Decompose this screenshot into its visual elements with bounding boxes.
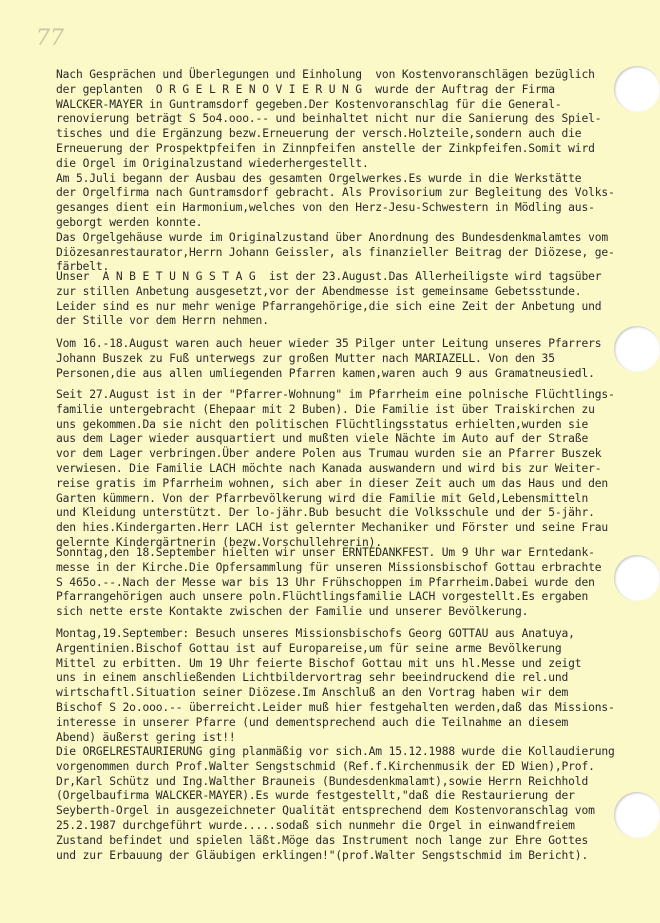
page-number-note: 77 [36, 26, 64, 51]
paragraph-fluechtlingsfamilie: Seit 27.August ist in der "Pfarrer-Wohnung" im Pfarrheim eine polnische Flüchtlings- familie untergebracht (Ehepaar mit 2 Buben). Die Familie ist über Traiskirchen zu uns gekommen.Da sie nicht den politischen Flüchtlingsstatus erhielten,wurden sie aus dem Lager wieder ausquartiert und mußten viele Nächte im Auto auf der Straße vor dem Lager verbringen.Über andere Polen aus Trumau wurden sie an Pfarrer Buszek verwiesen. Die Familie LACH möchte nach Kanada auswandern und wird bis zur Weiter- reise gratis im Pfarrheim wohnen, sich aber in dieser Zeit auch um das Haus und den Garten kümmern. Von der Pfarrbevölkerung wird die Familie mit Geld,Lebensmitteln und Kleidung unterstützt. Der lo-jähr.Bub besucht die Volksschule und der 5-jähr. den hies.Kindergarten.Herr LACH ist gelernter Mechaniker und Förster und seine Frau gelernte Kindergärtnerin (bezw.Vorschullehrerin). [56, 388, 615, 549]
punch-hole-3 [614, 555, 660, 601]
paragraph-wallfahrt-mariazell: Vom 16.-18.August waren auch heuer wieder 35 Pilger unter Leitung unseres Pfarrers Johann Buszek zu Fuß unterwegs zur großen Mutter nach MARIAZELL. Von den 35 Personen,die aus allen umliegenden Pfarren kamen,waren auch 9 aus Gramatneusiedl. [56, 337, 602, 380]
paragraph-erntedankfest: Sonntag,den 18.September hielten wir unser ERNTEDANKFEST. Um 9 Uhr war Erntedank- messe in der Kirche.Die Opfersammlung für unseren Missionsbischof Gottau erbrachte S 465o.--.Nach der Messe war bis 13 Uhr Frühschoppen im Pfarrheim.Dabei wurde den Pfarrangehörigen auch unsere poln.Flüchtlingsfamilie LACH vorgestellt.Es ergaben sich nette erste Kontakte zwischen der Familie und unserer Bevölkerung. [56, 546, 602, 619]
paragraph-anbetungstag: Unser A N B E T U N G S T A G ist der 23.August.Das Allerheiligste wird tagsüber zur stillen Anbetung ausgesetzt,vor der Abendmesse ist gemeinsame Gebetsstunde. Leider sind es nur mehr wenige Pfarrangehörige,die sich eine Zeit der Anbetung und der Stille vor dem Herrn nehmen. [56, 270, 602, 328]
paragraph-orgelrestaurierung: Die ORGELRESTAURIERUNG ging planmäßig vor sich.Am 15.12.1988 wurde die Kollaudierung vorgenommen durch Prof.Walter Sengstschmid (Ref.f.Kirchenmusik der ED Wien),Prof. Dr,Karl Schütz und Ing.Walther Brauneis (Bundesdenkmalamt),sowie Herrn Reichhold (Orgelbaufirma WALCKER-MAYER).Es wurde festgestellt,"daß die Restaurierung der Seyberth-Orgel in ausgezeichneter Qualität entsprechend dem Kostenvoranschlag vom 25.2.1987 durchgeführt wurde.....sodaß sich nunmehr die Orgel in einwandfreiem Zustand befindet und spielen läßt.Möge das Instrument noch lange zur Ehre Gottes und zur Erbauung der Gläubigen erklingen!"(prof.Walter Sengstschmid im Bericht). [56, 745, 615, 862]
punch-hole-2 [614, 326, 660, 372]
punch-hole-4 [614, 792, 660, 838]
punch-hole-1 [614, 66, 660, 112]
paragraph-missionsbischof: Montag,19.September: Besuch unseres Missionsbischofs Georg GOTTAU aus Anatuya, Argentinien.Bischof Gottau ist auf Europareise,um für seine arme Bevölkerung Mittel zu erbitten. Um 19 Uhr feierte Bischof Gottau mit uns hl.Messe und zeigt uns in einem anschließenden Lichtbildervortrag sehr beeindruckend die rel.und wirtschaftl.Situation seiner Diözese.Im Anschluß an den Vortrag haben wir dem Bischof S 2o.ooo.-- überreicht.Leider muß hier festgehalten werden,daß das Missions- interesse in unserer Pfarre (und dementsprechend auch die Teilnahme an diesem Abend) äußerst gering ist!! [56, 627, 615, 744]
paragraph-orgelrenovierung: Nach Gesprächen und Überlegungen und Einholung von Kostenvoranschlägen bezüglich der geplanten O R G E L R E N O V I E R U N G wurde der Auftrag der Firma WALCKER-MAYER in Guntramsdorf gegeben.Der Kostenvoranschlag für die General- renovierung beträgt S 5o4.ooo.-- und beinhaltet nicht nur die Sanierung des Spiel- tisches und die Ergänzung bezw.Erneuerung der versch.Holzteile,sondern auch die Erneuerung der Prospektpfeifen in Zinnpfeifen anstelle der Zinkpfeifen.Somit wird die Orgel im Originalzustand wiederhergestellt. Am 5.Juli begann der Ausbau des gesamten Orgelwerkes.Es wurde in die Werkstätte der Orgelfirma nach Guntramsdorf gebracht. Als Provisorium zur Begleitung des Volks- gesanges dient ein Harmonium,welches von den Herz-Jesu-Schwestern in Mödling aus- geborgt werden konnte. Das Orgelgehäuse wurde im Originalzustand über Anordnung des Bundesdenkmalamtes vom Diözesanrestaurator,Herrn Johann Geissler, als finanzieller Beitrag der Diözese, ge- färbelt. [56, 68, 615, 274]
